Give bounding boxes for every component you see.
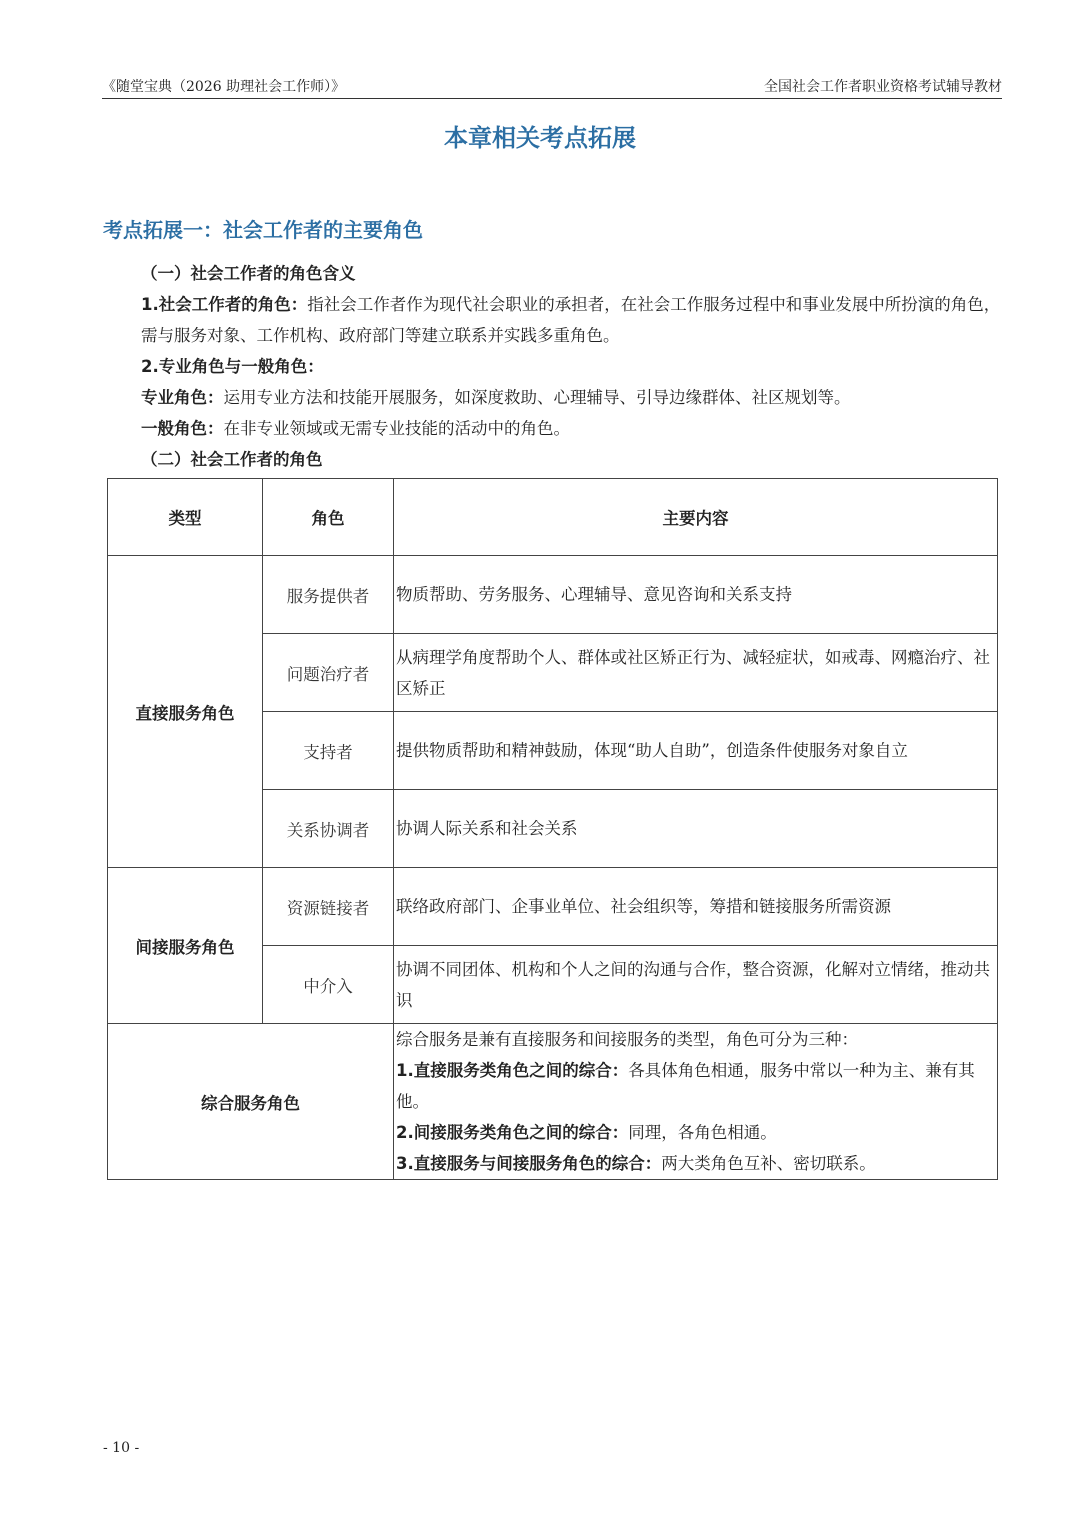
role-cell: 资源链接者 <box>263 868 394 946</box>
subheading-roles: （二）社会工作者的角色 <box>141 450 323 469</box>
header-role: 角色 <box>263 479 394 556</box>
type-indirect: 间接服务角色 <box>108 868 263 1024</box>
subheading-role-meaning: （一）社会工作者的角色含义 <box>141 264 356 283</box>
comprehensive-item <box>396 1055 997 1117</box>
role-cell: 问题治疗者 <box>263 634 394 712</box>
role-cell: 服务提供者 <box>263 556 394 634</box>
comprehensive-item <box>396 1117 997 1148</box>
role-cell: 关系协调者 <box>263 790 394 868</box>
item-text: 各具体角色相通，服务中常以一种为主、兼有其他。 <box>396 1061 975 1111</box>
section-title: 考点拓展一：社会工作者的主要角色 <box>103 218 423 242</box>
item-lead: 2.间接服务类角色之间的综合： <box>396 1123 629 1142</box>
type-comprehensive: 综合服务角色 <box>108 1024 394 1180</box>
table-row <box>108 868 998 946</box>
role-cell: 中介入 <box>263 946 394 1024</box>
paragraph-general-role <box>103 413 1003 444</box>
header-book-title: 《随堂宝典（2026 助理社会工作师）》 <box>102 79 346 95</box>
paragraph-professional-role <box>103 382 1003 413</box>
table-row <box>108 1024 998 1180</box>
header-content: 主要内容 <box>394 479 998 556</box>
page-header <box>102 72 1002 99</box>
item-lead: 3.直接服务与间接服务角色的综合： <box>396 1154 662 1173</box>
item-text: 两大类角色互补、密切联系。 <box>661 1154 876 1173</box>
paragraph-role-definition <box>103 289 1003 351</box>
comprehensive-item <box>396 1148 997 1179</box>
header-series-title: 全国社会工作者职业资格考试辅导教材 <box>764 79 1002 95</box>
content-cell: 协调不同团体、机构和个人之间的沟通与合作，整合资源，化解对立情绪，推动共识 <box>394 946 998 1024</box>
content-cell: 物质帮助、劳务服务、心理辅导、意见咨询和关系支持 <box>394 556 998 634</box>
content-cell-comprehensive <box>394 1024 998 1180</box>
role-cell: 支持者 <box>263 712 394 790</box>
paragraph-lead: 一般角色： <box>141 419 224 438</box>
type-direct: 直接服务角色 <box>108 556 263 868</box>
paragraph-lead: 专业角色： <box>141 388 224 407</box>
item-lead: 1.直接服务类角色之间的综合： <box>396 1061 629 1080</box>
paragraph-text: 指社会工作者作为现代社会职业的承担者，在社会工作服务过程中和事业发展中所扮演的角色，需与服务对象、工作机构、政府部门等建立联系并实践多重角色。 <box>141 295 1001 345</box>
page-number: - 10 - <box>103 1440 140 1456</box>
chapter-title: 本章相关考点拓展 <box>444 124 636 152</box>
paragraph-professional-general: 2.专业角色与一般角色： <box>141 357 324 376</box>
body-text <box>103 258 1003 475</box>
item-text: 同理，各角色相通。 <box>628 1123 777 1142</box>
content-cell: 从病理学角度帮助个人、群体或社区矫正行为、减轻症状，如戒毒、网瘾治疗、社区矫正 <box>394 634 998 712</box>
content-cell: 提供物质帮助和精神鼓励，体现“助人自助”，创造条件使服务对象自立 <box>394 712 998 790</box>
table-row <box>108 556 998 634</box>
content-cell: 联络政府部门、企事业单位、社会组织等，筹措和链接服务所需资源 <box>394 868 998 946</box>
table-header-row <box>108 479 998 556</box>
header-type: 类型 <box>108 479 263 556</box>
paragraph-text: 在非专业领域或无需专业技能的活动中的角色。 <box>223 419 570 438</box>
paragraph-text: 运用专业方法和技能开展服务，如深度救助、心理辅导、引导边缘群体、社区规划等。 <box>223 388 851 407</box>
content-cell: 协调人际关系和社会关系 <box>394 790 998 868</box>
comprehensive-intro: 综合服务是兼有直接服务和间接服务的类型，角色可分为三种： <box>396 1030 858 1049</box>
roles-table <box>107 478 998 1180</box>
paragraph-lead: 1.社会工作者的角色： <box>141 295 308 314</box>
